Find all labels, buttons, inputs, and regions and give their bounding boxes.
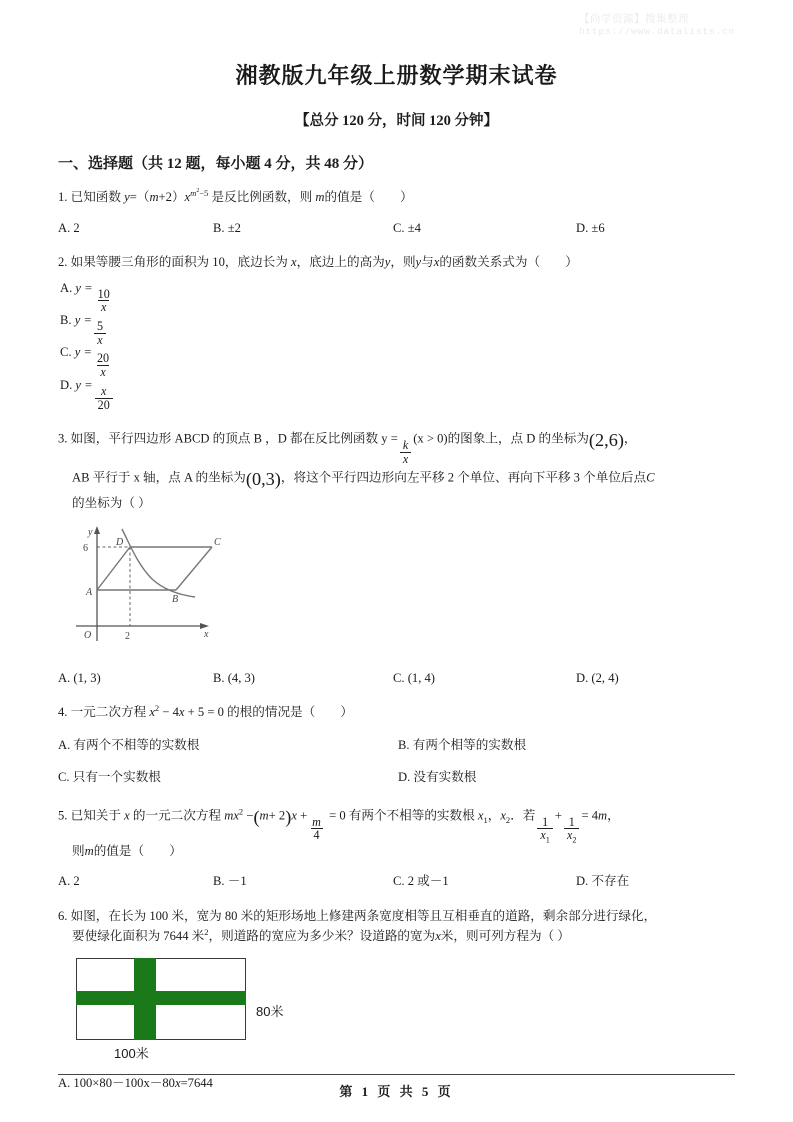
option-1-a-label: A. xyxy=(58,220,71,235)
q4-exp: 2 xyxy=(154,703,160,714)
option-1-c-value: ±4 xyxy=(407,220,421,235)
option-4-b-label: B. xyxy=(398,737,410,752)
option-2-a-fraction xyxy=(95,288,113,314)
q3-coord-d: (2,6) xyxy=(588,430,624,451)
option-3-a-label: A. xyxy=(58,670,71,685)
option-2-c-lhs: y = xyxy=(74,345,92,360)
option-2-b-lhs: y = xyxy=(74,313,92,328)
page-number: 第 1 页 共 5 页 xyxy=(339,1084,454,1099)
option-2-b[interactable] xyxy=(60,314,240,346)
q5-one-over-x1 xyxy=(537,814,552,845)
option-3-d-label: D. xyxy=(576,670,589,685)
q5-line1-d: ．若 xyxy=(510,808,536,823)
q5-frac-num: m xyxy=(312,814,321,829)
q2-var-y: y xyxy=(384,255,391,270)
question-5 xyxy=(58,803,735,892)
q3-line1-b: (x > 0)的图象上，点 D 的坐标为 xyxy=(413,432,589,446)
axis-label-y: y xyxy=(88,527,93,539)
option-2-a-den: x xyxy=(98,300,109,314)
option-2-c[interactable] xyxy=(60,346,243,378)
option-2-d[interactable] xyxy=(60,379,200,411)
q5-var-x3: x xyxy=(291,808,297,823)
option-2-b-label: B. xyxy=(60,313,72,328)
q5-one-over-x2 xyxy=(564,814,579,845)
q1-var-m2: m xyxy=(315,190,325,204)
q4-var-x: x xyxy=(149,705,155,720)
q5-var-m4: m xyxy=(84,843,94,858)
option-4-a-value: 有两个不相等的实数根 xyxy=(73,737,200,752)
q5-eq-rhs: = 4 xyxy=(581,808,599,823)
question-6-number: 6. xyxy=(58,908,68,923)
q5-exp2: 2 xyxy=(238,806,244,817)
question-6-line2 xyxy=(58,927,735,947)
option-2-d-den: 20 xyxy=(95,398,113,412)
option-2-b-num: 5 xyxy=(96,319,104,334)
q1-exp-sq: 2 xyxy=(196,187,200,194)
option-4-d-value: 没有实数根 xyxy=(413,770,477,785)
axis-label-x: x xyxy=(204,629,209,641)
horizontal-road xyxy=(76,991,246,1005)
q2-var-y2: y xyxy=(415,255,422,270)
q3-line2-a: AB 平行于 x 轴，点 A 的坐标为 xyxy=(72,471,246,486)
option-4-c-value: 只有一个实数根 xyxy=(72,770,161,785)
option-5-b-value: －1 xyxy=(227,874,247,889)
watermark-url: https://www.datalists.cn xyxy=(578,26,735,38)
option-4-a[interactable] xyxy=(58,736,398,756)
option-6-a-label: A. xyxy=(58,1076,71,1091)
q5-paren-open: ( xyxy=(253,806,260,827)
question-2-stem xyxy=(58,253,735,273)
option-4-a-label: A. xyxy=(58,737,71,752)
option-4-b-value: 有两个相等的实数根 xyxy=(412,737,527,752)
option-2-b-fraction xyxy=(94,320,106,346)
q5-root2-sub: 2 xyxy=(505,815,511,826)
q1-var-x: x xyxy=(184,190,191,204)
q5-line1-e: ， xyxy=(607,808,620,823)
q2-text-d: 与 xyxy=(421,255,434,270)
q1-text-a: 已知函数 xyxy=(70,190,121,204)
option-2-d-fraction xyxy=(95,385,113,411)
option-2-d-num: x xyxy=(101,383,107,398)
option-1-b-label: B. xyxy=(213,220,225,235)
option-2-a-num: 10 xyxy=(97,286,110,301)
vertex-label-b: B xyxy=(172,594,179,606)
q4-mid: − 4 xyxy=(162,705,179,720)
option-3-d-value: (2, 4) xyxy=(591,670,619,685)
q5-f2-den: x xyxy=(566,828,573,843)
option-5-a-value: 2 xyxy=(73,874,80,889)
q4-text-a: 一元二次方程 xyxy=(70,705,147,720)
q1-exp-minus5: −5 xyxy=(199,187,209,198)
q3-point-c: C xyxy=(646,471,655,486)
option-3-a-value: (1, 3) xyxy=(73,670,101,685)
q5-comma: ， xyxy=(487,808,501,823)
q1-var-m: m xyxy=(149,190,159,204)
q5-var-m: m xyxy=(224,808,234,823)
q5-f1-den-sub: 1 xyxy=(545,835,550,845)
q2-var-x2: x xyxy=(433,255,440,270)
option-2-c-fraction xyxy=(94,352,112,378)
q5-m-over-4 xyxy=(309,816,324,842)
option-3-a[interactable] xyxy=(58,669,213,689)
option-3-b-value: (4, 3) xyxy=(227,670,255,685)
q5-var-x2: x xyxy=(233,808,239,823)
question-3-line3: 的坐标为（ ） xyxy=(72,495,151,510)
q6-line2-b: ，则道路的宽应为多少米？设道路的宽为 xyxy=(208,928,436,943)
option-1-b[interactable] xyxy=(213,219,393,239)
q6-line2-a: 要使绿化面积为 7644 米 xyxy=(72,928,205,943)
question-1 xyxy=(58,188,735,238)
q6-line1-text: 如图，在长为 100 米，宽为 80 米的矩形场地上修建两条宽度相等且互相垂直的道路，剩余部分进行绿化， xyxy=(70,908,657,923)
q5-root1-sub: 1 xyxy=(483,815,488,826)
q5-root2: x xyxy=(500,808,506,823)
page-subtitle: 【总分 120 分，时间 120 分钟】 xyxy=(295,113,498,129)
option-5-c-label: C. xyxy=(393,874,405,889)
q5-line1-a: 已知关于 xyxy=(70,808,121,823)
option-3-c-value: (1, 4) xyxy=(407,670,435,685)
option-4-d-label: D. xyxy=(398,770,411,785)
q5-line1-b: 的一元二次方程 xyxy=(132,808,222,823)
option-5-d[interactable] xyxy=(576,872,716,892)
question-5-number: 5. xyxy=(58,808,68,823)
question-3 xyxy=(58,426,735,688)
option-2-a[interactable] xyxy=(60,282,215,314)
q2-text-c: ，则 xyxy=(390,255,416,270)
q5-root1: x xyxy=(477,808,484,823)
option-2-c-den: x xyxy=(97,365,108,379)
option-2-c-label: C. xyxy=(60,345,72,360)
option-5-c[interactable] xyxy=(393,872,576,892)
option-1-a-value: 2 xyxy=(73,220,80,235)
question-3-figure xyxy=(64,523,735,658)
question-1-options xyxy=(58,219,735,239)
option-1-d-value: ±6 xyxy=(591,220,605,235)
q6-line2-c: 米，则可列方程为（ ） xyxy=(440,928,570,943)
option-6-a-prefix: 100×80－100x－80 xyxy=(73,1076,175,1091)
vertex-label-c: C xyxy=(214,537,221,549)
q5-line2-a: 则 xyxy=(72,843,85,858)
question-2-number: 2. xyxy=(58,255,68,270)
q5-line1-c: = 0 有两个不相等的实数根 xyxy=(329,808,475,823)
option-1-b-value: ±2 xyxy=(227,220,241,235)
option-3-c[interactable] xyxy=(393,669,576,689)
question-2 xyxy=(58,253,735,411)
option-1-c-label: C. xyxy=(393,220,405,235)
question-2-options xyxy=(60,282,243,412)
origin-label: O xyxy=(84,630,92,642)
option-4-b[interactable] xyxy=(398,736,738,756)
option-5-b[interactable] xyxy=(213,872,393,892)
q5-f1-num: 1 xyxy=(542,814,549,829)
option-2-d-lhs: y = xyxy=(75,377,93,392)
q5-frac-den: 4 xyxy=(311,828,323,842)
q5-var-m3: m xyxy=(598,808,608,823)
q1-plus2: +2） xyxy=(158,190,185,204)
vertex-label-a: A xyxy=(86,587,93,599)
q3-k-over-x xyxy=(400,439,411,465)
tick-label-y-6: 6 xyxy=(83,543,88,555)
option-1-d[interactable] xyxy=(576,219,716,239)
question-4-stem xyxy=(58,703,735,723)
question-6 xyxy=(58,907,735,1094)
page-title: 湘教版九年级上册数学期末试卷 xyxy=(235,63,558,88)
question-6-line1 xyxy=(58,907,735,927)
question-5-options xyxy=(58,872,735,892)
q5-line2-b: 的值是（ ） xyxy=(93,843,182,858)
q5-plus2: + 2 xyxy=(268,808,286,823)
q3-line2-b: ，将这个平行四边形向左平移 2 个单位、再向下平移 3 个单位后点 xyxy=(280,471,647,486)
question-4 xyxy=(58,703,735,788)
question-4-number: 4. xyxy=(58,705,68,720)
question-3-number: 3. xyxy=(58,432,68,446)
q1-text-b: 是反比例函数，则 xyxy=(211,190,313,204)
q2-text-e: 的函数关系式为（ ） xyxy=(439,255,578,270)
q2-text-b: ，底边上的高为 xyxy=(296,255,385,270)
option-2-c-num: 20 xyxy=(96,351,110,366)
q2-var-x: x xyxy=(291,255,297,270)
q5-f2-den-sub: 2 xyxy=(572,835,577,845)
label-field-width: 80米 xyxy=(256,1004,284,1020)
q5-f2-num: 1 xyxy=(568,814,575,829)
question-3-options xyxy=(58,669,735,689)
coordinate-plane-diagram xyxy=(64,523,279,651)
q5-paren-close: ) xyxy=(285,806,292,827)
q1-eq: =（ xyxy=(129,190,150,204)
question-1-number: 1. xyxy=(58,190,68,204)
option-5-d-value: 不存在 xyxy=(591,874,630,889)
option-3-c-label: C. xyxy=(393,670,405,685)
option-3-b[interactable] xyxy=(213,669,393,689)
option-4-c[interactable] xyxy=(58,768,398,788)
q6-var-x: x xyxy=(435,928,441,943)
q3-coord-a: (0,3) xyxy=(245,469,281,490)
option-1-a[interactable] xyxy=(58,219,213,239)
footer-divider xyxy=(58,1074,735,1075)
option-2-d-label: D. xyxy=(60,377,73,392)
question-5-line2 xyxy=(58,842,735,862)
q3-frac-num: k xyxy=(402,438,409,453)
option-5-c-value: 2 或－1 xyxy=(407,874,449,889)
question-4-options-row2 xyxy=(58,768,735,788)
q2-text-a: 如果等腰三角形的面积为 10，底边长为 xyxy=(70,255,288,270)
q5-var-x: x xyxy=(124,808,130,823)
option-3-d[interactable] xyxy=(576,669,716,689)
question-3-line2 xyxy=(58,465,735,493)
option-2-a-lhs: y = xyxy=(75,280,93,295)
question-3-line1 xyxy=(58,426,735,465)
option-4-c-label: C. xyxy=(58,770,70,785)
tick-label-x-2: 2 xyxy=(125,631,130,643)
q5-var-m2: m xyxy=(259,808,269,823)
q4-text-b: + 5 = 0 的根的情况是（ ） xyxy=(187,705,354,720)
option-1-d-label: D. xyxy=(576,220,589,235)
option-5-a[interactable] xyxy=(58,872,213,892)
watermark-source: 【尚学资源】搜集整理 xyxy=(578,13,689,25)
option-2-b-den: x xyxy=(94,333,105,347)
option-6-a-suffix: =7644 xyxy=(180,1076,213,1091)
q5-plus: + xyxy=(300,808,308,823)
label-field-length: 100米 xyxy=(114,1046,149,1062)
option-1-c[interactable] xyxy=(393,219,576,239)
option-4-d[interactable] xyxy=(398,768,738,788)
q5-minus: − xyxy=(246,808,254,823)
q1-text-c: 的值是（ ） xyxy=(324,190,413,204)
question-5-line1: 5. 已知关于 x 的一元二次方程 $mx^2 -(m+ 2)x$ + $\frac{m}{4}$ = 0 有两个不相等的实数根 $x_1$，$x_2$．若 $\frac{1}{x_1}$ + $\frac{1}{x_2}$ = 4m， xyxy=(58,806,620,845)
option-6-a-var: x xyxy=(174,1076,181,1091)
section-heading-choice: 一、选择题（共 12 题，每小题 4 分，共 48 分） xyxy=(58,156,374,172)
q6-line2-sup: 2 xyxy=(204,926,209,937)
vertex-label-d: D xyxy=(116,537,124,549)
option-5-d-label: D. xyxy=(576,874,589,889)
page-footer xyxy=(58,1074,735,1100)
q1-var-y: y xyxy=(124,190,130,204)
question-4-options-row1 xyxy=(58,736,735,756)
question-1-stem xyxy=(58,188,735,208)
q3-line1-a: 如图，平行四边形 ABCD 的顶点 B ，D 都在反比例函数 y = xyxy=(70,432,398,446)
q3-line1-c: ， xyxy=(623,432,637,446)
question-6-figure xyxy=(76,958,326,1063)
option-3-b-label: B. xyxy=(213,670,225,685)
option-5-a-label: A. xyxy=(58,874,71,889)
option-5-b-label: B. xyxy=(213,874,225,889)
q5-f1-den: x xyxy=(540,828,546,843)
q3-frac-den: x xyxy=(400,452,411,466)
option-2-a-label: A. xyxy=(60,280,73,295)
q4-var-x2: x xyxy=(178,705,185,720)
q1-exp-m: m xyxy=(190,187,197,198)
